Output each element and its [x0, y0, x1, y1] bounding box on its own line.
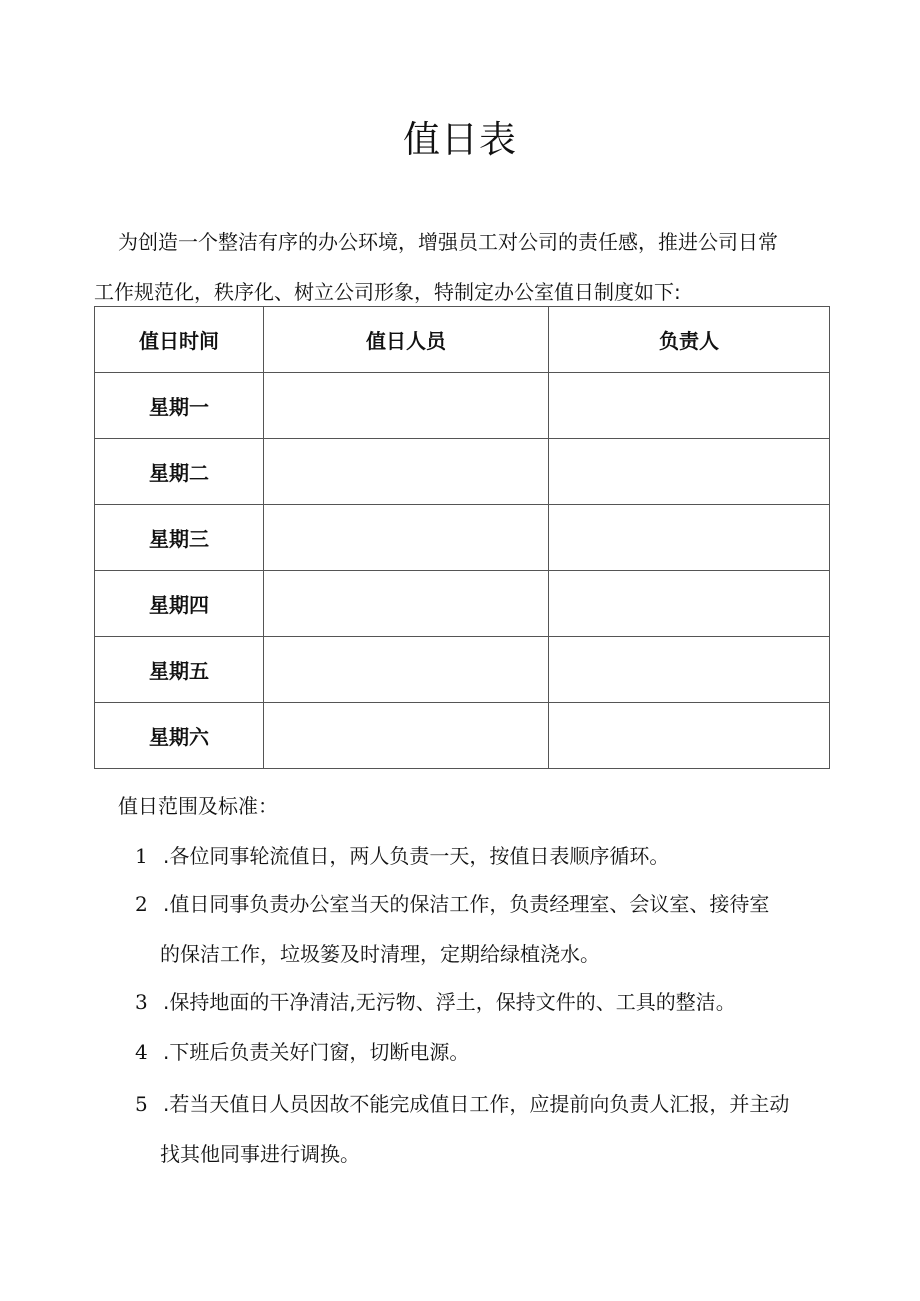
standard-item-5	[135, 1090, 789, 1118]
intro-line-2: 工作规范化，秩序化、树立公司形象，特制定办公室值日制度如下:	[94, 280, 681, 304]
leader-cell[interactable]	[549, 637, 830, 703]
item-text: .保持地面的干净清洁,无污物、浮土，保持文件的、工具的整洁。	[163, 990, 736, 1014]
leader-cell[interactable]	[549, 373, 830, 439]
table-row	[95, 505, 830, 571]
staff-cell[interactable]	[264, 505, 549, 571]
standard-item-2	[135, 890, 769, 918]
table-row	[95, 571, 830, 637]
leader-cell[interactable]	[549, 505, 830, 571]
item-text: .各位同事轮流值日，两人负责一天，按值日表顺序循环。	[163, 844, 670, 868]
day-cell: 星期四	[95, 571, 264, 637]
table-row	[95, 703, 830, 769]
item-number: 2	[135, 892, 148, 916]
item-number: 3	[135, 990, 148, 1014]
duty-table	[94, 306, 830, 769]
day-cell: 星期二	[95, 439, 264, 505]
staff-cell[interactable]	[264, 637, 549, 703]
item-text: .下班后负责关好门窗，切断电源。	[163, 1040, 470, 1064]
header-duty-time: 值日时间	[95, 307, 264, 373]
leader-cell[interactable]	[549, 439, 830, 505]
standard-item-1	[135, 842, 669, 870]
standard-item-4	[135, 1038, 469, 1066]
staff-cell[interactable]	[264, 373, 549, 439]
staff-cell[interactable]	[264, 571, 549, 637]
item-text: .值日同事负责办公室当天的保洁工作，负责经理室、会议室、接待室	[163, 892, 770, 916]
table-row	[95, 439, 830, 505]
item-number: 4	[135, 1040, 148, 1064]
day-cell: 星期一	[95, 373, 264, 439]
header-duty-staff: 值日人员	[264, 307, 549, 373]
standards-title: 值日范围及标准：	[118, 794, 278, 818]
standard-item-2-continued: 的保洁工作，垃圾篓及时清理，定期给绿植浇水。	[160, 942, 600, 966]
table-row	[95, 373, 830, 439]
standard-item-3	[135, 988, 736, 1016]
item-number: 1	[135, 844, 148, 868]
staff-cell[interactable]	[264, 703, 549, 769]
item-text: .若当天值日人员因故不能完成值日工作，应提前向负责人汇报，并主动	[163, 1092, 790, 1116]
day-cell: 星期六	[95, 703, 264, 769]
staff-cell[interactable]	[264, 439, 549, 505]
page-title: 值日表	[403, 118, 517, 161]
leader-cell[interactable]	[549, 703, 830, 769]
item-number: 5	[135, 1092, 148, 1116]
header-leader: 负责人	[549, 307, 830, 373]
table-header-row	[95, 307, 830, 373]
day-cell: 星期五	[95, 637, 264, 703]
day-cell: 星期三	[95, 505, 264, 571]
standard-item-5-continued: 找其他同事进行调换。	[160, 1142, 360, 1166]
table-row	[95, 637, 830, 703]
leader-cell[interactable]	[549, 571, 830, 637]
intro-line-1: 为创造一个整洁有序的办公环境，增强员工对公司的责任感，推进公司日常	[118, 230, 778, 254]
